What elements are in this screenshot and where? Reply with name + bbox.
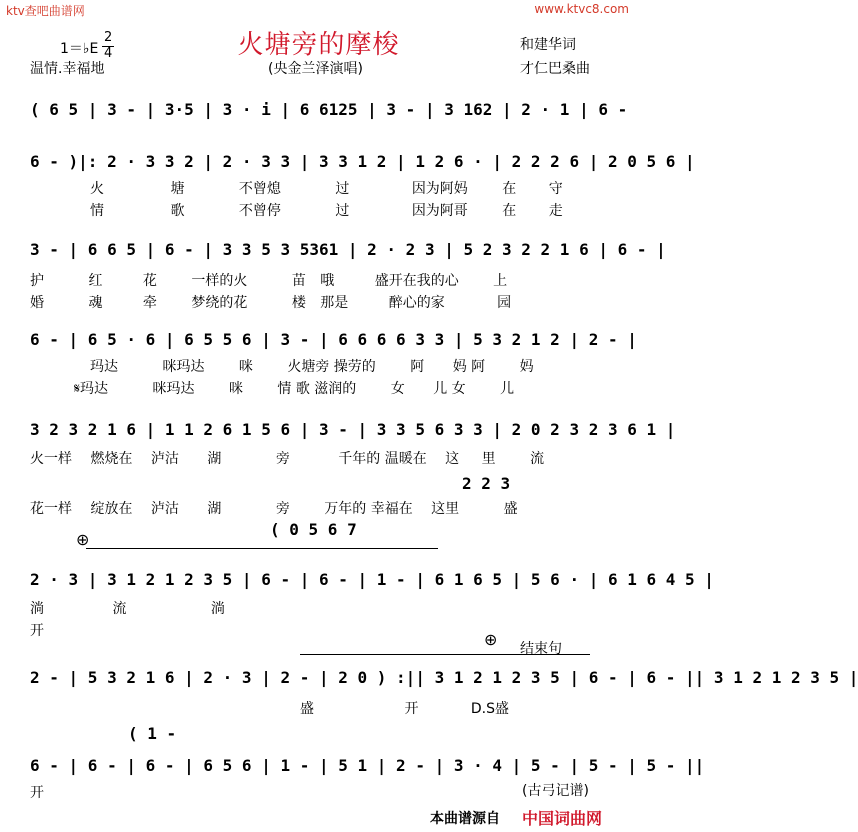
score-line-1: ( 6 5 | 3 - | 3·5 | 3 · i | 6 6125 | 3 - | 3 162 | 2 · 1 | 6 -	[30, 100, 628, 119]
lyric-line-8a: 盛 开 D.S盛	[300, 701, 510, 717]
score-line-3: 3 - | 6 6 5 | 6 - | 3 3 5 3 5361 | 2 · 2 3 | 5 2 3 2 2 1 6 | 6 - |	[30, 240, 666, 259]
transcriber: (古弓记谱)	[522, 783, 589, 799]
score-line-6: 2 2 3	[462, 474, 511, 493]
score-line-8: 2 - | 5 3 2 1 6 | 2 · 3 | 2 - | 2 0 ) :|| 3 1 2 1 2 3 5 | 6 - | 6 - || 3 1 2 1 2 3 5 |	[30, 668, 858, 687]
tempo-marking: 温情.幸福地	[30, 61, 105, 77]
lyric-line-2a: 火 塘 不曾熄 过 因为阿妈 在 守	[90, 181, 563, 197]
key-signature: 1＝♭E	[60, 41, 99, 57]
score-line-5: 3 2 3 2 1 6 | 1 1 2 6 1 5 6 | 3 - | 3 3 5 6 3 3 | 2 0 2 3 2 3 6 1 |	[30, 420, 676, 439]
coda-sign-icon-2: ⊕	[484, 630, 498, 649]
lyric-line-9a: 开	[30, 785, 44, 801]
second-ending-bracket	[300, 654, 590, 655]
performer: (央金兰泽演唱)	[268, 61, 363, 77]
source-label: 本曲谱源自	[430, 811, 500, 827]
lyricist: 和建华词	[520, 37, 576, 53]
site-watermark-right: www.ktvc8.com	[534, 2, 629, 16]
lyric-line-3a: 护 红 花 一样的火 苗 哦 盛开在我的心 上	[30, 273, 508, 289]
time-signature-numerator: 2	[104, 30, 113, 45]
lyric-line-4a: 玛达 咪玛达 咪 火塘旁 操劳的 阿 妈 阿 妈	[90, 359, 534, 375]
score-line-4: 6 - | 6 5 · 6 | 6 5 5 6 | 3 - | 6 6 6 6 3 3 | 5 3 2 1 2 | 2 - |	[30, 330, 637, 349]
lyric-line-3b: 婚 魂 牵 梦绕的花 楼 那是 醉心的家 园	[30, 295, 512, 311]
song-title: 火塘旁的摩梭	[237, 30, 400, 60]
lyric-line-6a: 花一样 绽放在 泸沽 湖 旁 万年的 幸福在 这里 盛	[30, 501, 518, 517]
lyric-line-5a: 火一样 燃烧在 泸沽 湖 旁 千年的 温暖在 这 里 流	[30, 451, 545, 467]
score-line-2: 6 - )|: 2 · 3 3 2 | 2 · 3 3 | 3 3 1 2 | 1 2 6 · | 2 2 2 6 | 2 0 5 6 |	[30, 152, 695, 171]
source-site: 中国词曲网	[522, 809, 603, 828]
lyric-line-4b: 𝄋玛达 咪玛达 咪 情 歌 滋润的 女 儿 女 儿	[74, 381, 515, 397]
coda-sign-icon: ⊕	[76, 530, 90, 549]
score-pickup-line-9: ( 1 -	[128, 724, 177, 743]
lyric-line-7b: 开	[30, 623, 44, 639]
lyric-line-2b: 情 歌 不曾停 过 因为阿哥 在 走	[90, 203, 563, 219]
score-line-7: 2 · 3 | 3 1 2 1 2 3 5 | 6 - | 6 - | 1 - | 6 1 6 5 | 5 6 · | 6 1 6 4 5 |	[30, 570, 714, 589]
score-pickup-line-7: ( 0 5 6 7	[270, 520, 357, 539]
composer: 才仁巴桑曲	[520, 61, 590, 77]
site-watermark-left: ktv查吧曲谱网	[6, 4, 85, 18]
time-signature-denominator: 4	[104, 46, 113, 61]
lyric-line-7a: 淌 流 淌	[30, 601, 225, 617]
score-line-9: 6 - | 6 - | 6 - | 6 5 6 | 1 - | 5 1 | 2 - | 3 · 4 | 5 - | 5 - | 5 - ||	[30, 756, 705, 775]
ending-label: 结束句	[520, 641, 562, 657]
volta-bracket	[86, 548, 438, 549]
